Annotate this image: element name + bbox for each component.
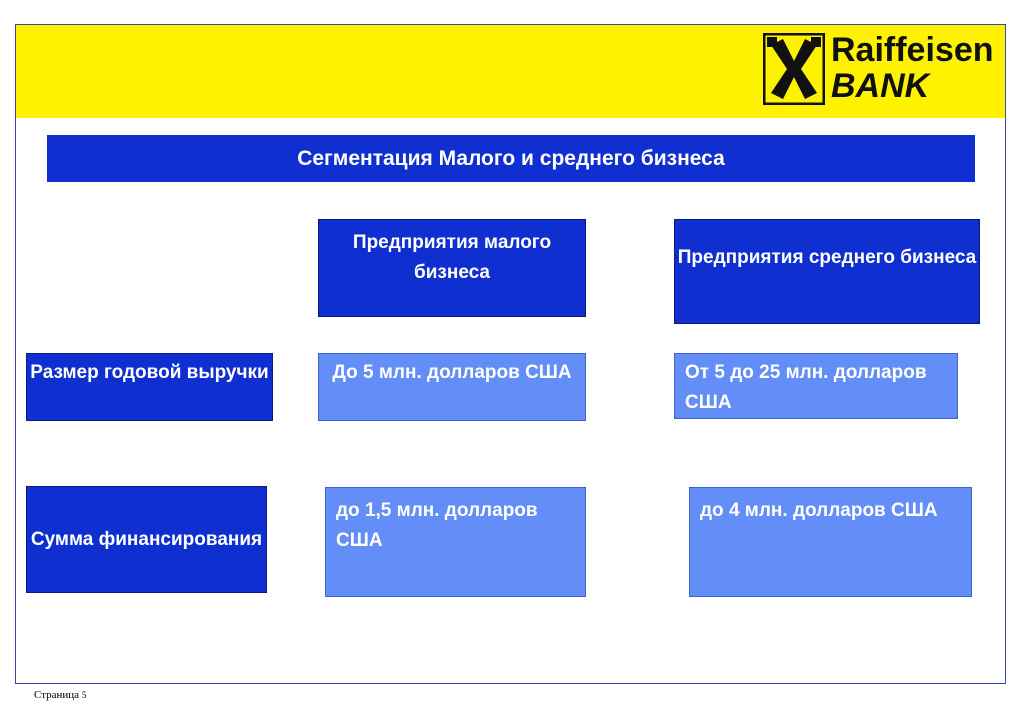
logo-wordmark (831, 33, 994, 103)
slide-title: Сегментация Малого и среднего бизнеса (47, 135, 975, 182)
logo-line2: BANK (831, 67, 930, 105)
row-label-financing: Сумма финансирования (26, 486, 267, 593)
cell-financing-small: до 1,5 млн. долларов США (325, 487, 586, 597)
page-number: 5 (81, 690, 87, 700)
cell-revenue-small: До 5 млн. долларов США (318, 353, 586, 421)
column-header-medium: Предприятия среднего бизнеса (674, 219, 980, 324)
cell-financing-medium: до 4 млн. долларов США (689, 487, 972, 597)
cell-revenue-medium: От 5 до 25 млн. долларов США (674, 353, 958, 419)
logo-line1: Raiffeisen (831, 31, 994, 69)
page-label: Страница (34, 689, 80, 701)
raiffeisen-cross-icon (763, 33, 825, 105)
row-label-revenue: Размер годовой выручки (26, 353, 273, 421)
column-header-small: Предприятия малого бизнеса (318, 219, 586, 317)
raiffeisen-logo (763, 33, 996, 105)
page-footer (34, 689, 86, 701)
